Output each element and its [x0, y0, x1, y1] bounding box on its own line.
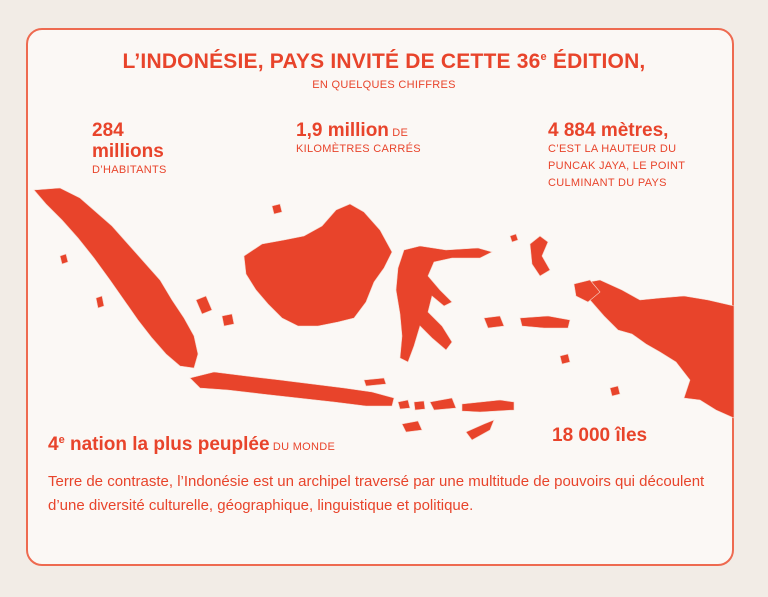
island-borneo	[244, 204, 392, 326]
stat-summit-number: 4 884 mètres,	[548, 120, 669, 141]
island-sumatra	[34, 188, 198, 368]
island-seram	[520, 316, 570, 328]
stat-summit-caption-3: CULMINANT DU PAYS	[548, 177, 667, 189]
stat-population-caption: D’HABITANTS	[92, 164, 167, 176]
stat-rank	[48, 430, 335, 455]
island-flores	[462, 400, 514, 412]
island-nias	[60, 254, 68, 264]
island-sangihe	[510, 234, 518, 242]
island-buru	[484, 316, 504, 328]
island-maluku-small-2	[610, 386, 620, 396]
island-halmahera	[530, 236, 550, 276]
stat-area-number: 1,9 million	[296, 120, 389, 141]
island-sulawesi	[396, 246, 492, 362]
island-natuna	[272, 204, 282, 214]
island-maluku-small-1	[560, 354, 570, 364]
island-timor	[466, 420, 494, 440]
stat-summit-caption-2: PUNCAK JAYA, LE POINT	[548, 160, 686, 172]
page-subtitle: EN QUELQUES CHIFFRES	[312, 79, 456, 91]
island-sumba	[402, 421, 422, 432]
stat-area-de: DE	[388, 127, 409, 139]
description-paragraph: Terre de contraste, l’Indonésie est un archipel traversé par une multitude de pouvoirs qui découlent d’une diversité culturelle, géographique, linguistique et politique.	[48, 473, 705, 514]
island-papua	[578, 280, 734, 418]
island-mentawai	[96, 296, 104, 308]
stat-rank-number: 4e nation la plus peuplée	[48, 434, 270, 455]
stat-summit-caption-1: C’EST LA HAUTEUR DU	[548, 143, 677, 155]
island-bali	[398, 400, 410, 409]
stat-islands: 18 000 îles	[552, 425, 648, 446]
stat-population-unit: millions	[92, 141, 164, 162]
stat-area-caption: KILOMÈTRES CARRÉS	[296, 143, 421, 155]
island-java	[190, 372, 394, 406]
island-bangka	[196, 296, 212, 314]
stat-rank-caption: DU MONDE	[269, 441, 336, 453]
island-madura	[364, 378, 386, 386]
island-sumbawa	[430, 398, 456, 410]
page-title: L’INDONÉSIE, PAYS INVITÉ DE CETTE 36e ÉDITION,	[122, 50, 646, 73]
island-belitung	[222, 314, 234, 326]
stat-population-number: 284	[92, 120, 124, 141]
island-lombok	[414, 401, 425, 410]
